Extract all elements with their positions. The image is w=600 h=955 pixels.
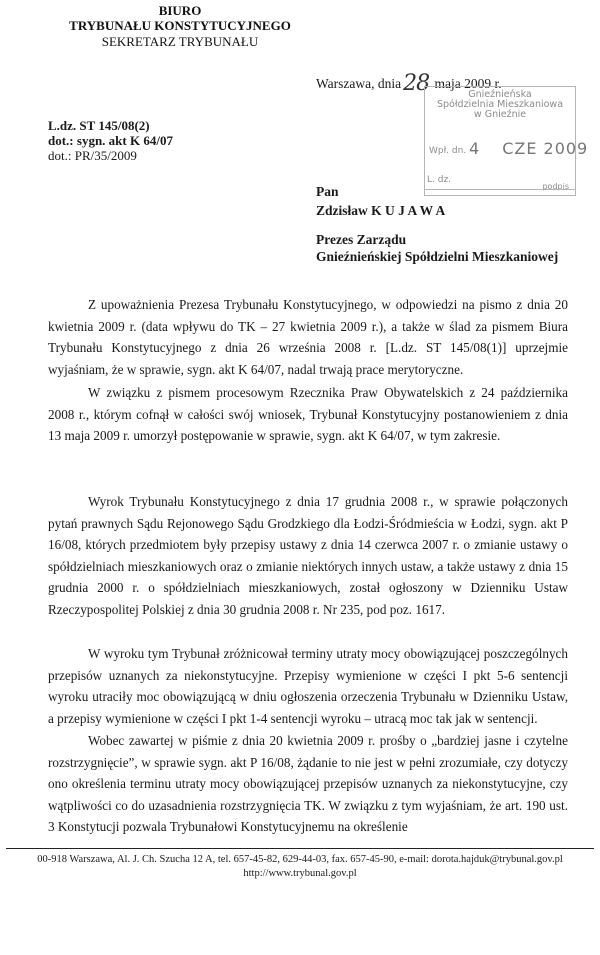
addressee-position: Prezes Zarządu [316, 232, 407, 247]
reference-block [48, 118, 173, 163]
body-paragraph-2: W związku z pismem procesowym Rzecznika Praw Obywatelskich z 24 października 2008 r., którym cofnął w całości swój wniosek, Trybunał Konstytucyjny postanowieniem z dnia 13 maja 2009 r. umorzył postępowanie w sprawie, sygn. akt K 64/07, w tym zakresie. [48, 385, 568, 443]
header-biuro: BIURO [158, 3, 202, 18]
stamp-org-line3: w Gnieźnie [473, 109, 527, 120]
body-paragraph-3: Wyrok Trybunału Konstytucyjnego z dnia 17 grudnia 2008 r., w sprawie połączonych pytań prawnych Sądu Rejonowego Sądu Grodzkiego dla Łodzi-Śródmieścia w Łodzi, sygn. akt P 16/08, których przedmiotem były przepisy ustawy z dnia 14 czerwca 2007 r. o zmianie ustawy o spółdzielniach mieszkaniowych oraz o zmianie niektórych innych ustaw, a także ustawy z dnia 15 grudnia 2000 r. o spółdzielniach mieszkaniowych, został ogłoszony w Dzienniku Ustaw Rzeczypospolitej Polskiej z dnia 30 grudnia 2008 r. Nr 235, pod poz. 1617. [48, 494, 568, 617]
stamp-divider [425, 189, 575, 190]
stamp-received-date [469, 139, 588, 158]
header-trybunal: TRYBUNAŁU KONSTYTUCYJNEGO [69, 18, 291, 33]
stamp-received-label: Wpł. dn. [429, 146, 467, 156]
addressee-organization: Gnieźnieńskiej Spółdzielni Mieszkaniowej [316, 249, 559, 264]
stamp-org-line2: Spółdzielnia Mieszkaniowa [436, 99, 564, 110]
received-stamp [424, 86, 589, 196]
reference-ldz: L.dz. ST 145/08(2) [48, 118, 150, 133]
place-date-suffix: maja 2009 r. [434, 76, 502, 91]
stamp-ldz-label: L. dz. [427, 175, 452, 185]
body-paragraph-1: Z upoważnienia Prezesa Trybunału Konstytucyjnego, w odpowiedzi na pismo z dnia 20 kwietnia 2009 r. (data wpływu do TK – 27 kwietnia 2009 r.), a także w ślad za pismem Biura Trybunału Konstytucyjnego z dnia 26 września 2008 r. [L.dz. ST 145/08(1)] uprzejmie wyjaśniam, że w sprawie, sygn. akt K 64/07, nadal trwają prace merytoryczne. [48, 297, 568, 377]
body-paragraph-4: W wyroku tym Trybunał zróżnicował terminy utraty mocy obowiązującej poszczególnych przepisów uznanych za niekonstytucyjne. Przepisy wymienione w części I pkt 5-6 sentencji wyroku utraciły moc obowiązującą w dniu ogłoszenia orzeczenia Trybunału w Dzienniku Ustaw, a przepisy wymienione w części I pkt 1-4 sentencji wyroku – utracą moc tak jak w sentencji. [48, 646, 568, 726]
addressee-name: Zdzisław K U J A W A [316, 203, 446, 218]
footer-divider [6, 848, 594, 849]
body-paragraph-5: Wobec zawartej w piśmie z dnia 20 kwietnia 2009 r. prośby o „bardziej jasne i czytelne rozstrzygnięcie”, w sprawie sygn. akt P 16/08, żądanie to nie jest w pełni zrozumiałe, czy dotyczy ono określenia terminu utraty mocy obowiązującej przepisów uznanych za niekonstytucyjne, czy wątpliwości co do uzasadnienia rozstrzygnięcia TK. W związku z tym wyjaśniam, że art. 190 ust. 3 Konstytucji pozwala Trybunałowi Konstytucyjnemu na określenie [48, 733, 568, 834]
reference-pr: dot.: PR/35/2009 [48, 148, 137, 163]
stamp-org-line1: Gnieźnieńska [468, 89, 532, 100]
header-sekretarz: SEKRETARZ TRYBUNAŁU [101, 34, 259, 49]
addressee-salutation: Pan [316, 184, 339, 199]
stamp-received-day: 4 [469, 139, 481, 158]
stamp-received-month-year: CZE 2009 [502, 139, 589, 158]
footer-website: http://www.trybunal.gov.pl [243, 868, 357, 879]
stamp-signature-label: podpis [542, 182, 569, 191]
place-date-prefix: Warszawa, dnia [316, 76, 402, 91]
handwritten-day: 28 [403, 71, 430, 96]
footer-address: 00-918 Warszawa, Al. J. Ch. Szucha 12 A, tel. 657-45-82, 629-44-03, fax. 657-45-90, e-mail: dorota.hajduk@trybunal.gov.pl [37, 854, 563, 865]
reference-sygn: dot.: sygn. akt K 64/07 [48, 133, 173, 148]
